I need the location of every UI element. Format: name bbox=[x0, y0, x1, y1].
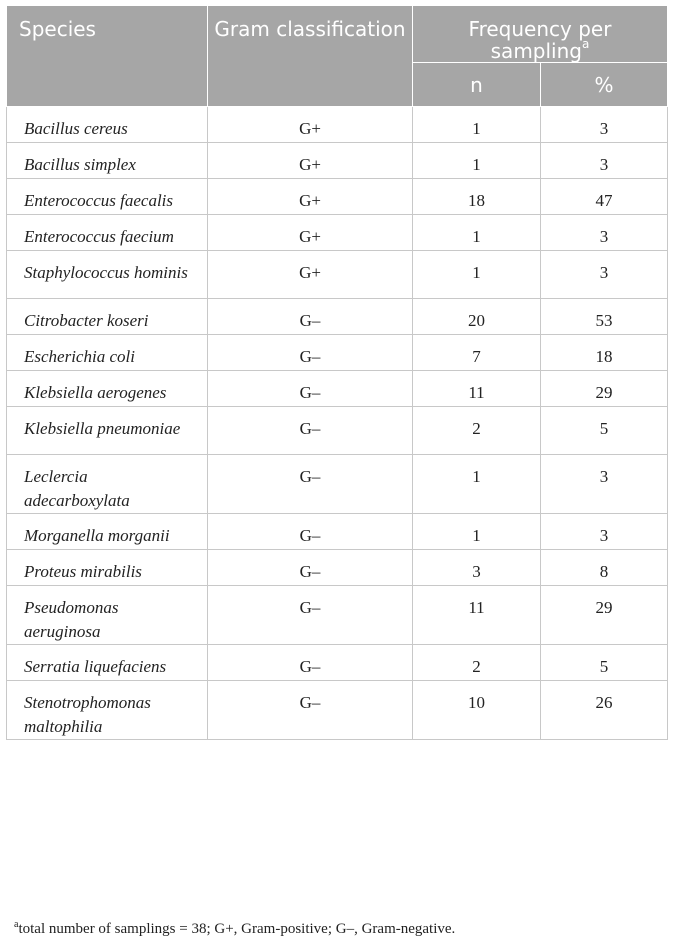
species-cell: Bacillus simplex bbox=[7, 143, 208, 179]
percent-cell: 3 bbox=[541, 107, 668, 143]
gram-cell: G+ bbox=[208, 143, 413, 179]
percent-cell: 3 bbox=[541, 251, 668, 299]
percent-cell: 3 bbox=[541, 143, 668, 179]
species-cell: Proteus mirabilis bbox=[7, 550, 208, 586]
table-row bbox=[7, 550, 668, 586]
table-row bbox=[7, 514, 668, 550]
gram-cell: G+ bbox=[208, 215, 413, 251]
species-cell: Citrobacter koseri bbox=[7, 299, 208, 335]
percent-cell: 26 bbox=[541, 681, 668, 740]
table-row bbox=[7, 107, 668, 143]
n-cell: 1 bbox=[413, 514, 541, 550]
n-cell: 18 bbox=[413, 179, 541, 215]
n-cell: 1 bbox=[413, 215, 541, 251]
species-cell: Enterococcus faecium bbox=[7, 215, 208, 251]
species-cell: Stenotrophomonas maltophilia bbox=[7, 681, 208, 740]
n-cell: 3 bbox=[413, 550, 541, 586]
header-species: Species bbox=[7, 6, 208, 107]
n-cell: 1 bbox=[413, 107, 541, 143]
gram-cell: G– bbox=[208, 455, 413, 514]
table-row bbox=[7, 335, 668, 371]
species-cell: Enterococcus faecalis bbox=[7, 179, 208, 215]
header-frequency-footnote-marker: a bbox=[581, 37, 590, 52]
n-cell: 2 bbox=[413, 645, 541, 681]
header-frequency-label: Frequency per sampling bbox=[468, 17, 612, 63]
table-row bbox=[7, 681, 668, 740]
gram-cell: G– bbox=[208, 514, 413, 550]
species-cell: Klebsiella pneumoniae bbox=[7, 407, 208, 455]
table-row bbox=[7, 407, 668, 455]
gram-cell: G– bbox=[208, 645, 413, 681]
n-cell: 11 bbox=[413, 371, 541, 407]
species-cell: Bacillus cereus bbox=[7, 107, 208, 143]
table-row bbox=[7, 645, 668, 681]
species-cell: Klebsiella aerogenes bbox=[7, 371, 208, 407]
header-gram-classification: Gram classification bbox=[208, 6, 413, 107]
species-cell: Pseudomonas aeruginosa bbox=[7, 586, 208, 645]
percent-cell: 47 bbox=[541, 179, 668, 215]
percent-cell: 29 bbox=[541, 586, 668, 645]
n-cell: 7 bbox=[413, 335, 541, 371]
species-frequency-table bbox=[6, 5, 668, 740]
table-row bbox=[7, 455, 668, 514]
table-row bbox=[7, 299, 668, 335]
table-row bbox=[7, 371, 668, 407]
table-row bbox=[7, 251, 668, 299]
gram-cell: G+ bbox=[208, 251, 413, 299]
table-row bbox=[7, 179, 668, 215]
gram-cell: G+ bbox=[208, 179, 413, 215]
n-cell: 2 bbox=[413, 407, 541, 455]
species-cell: Morganella morganii bbox=[7, 514, 208, 550]
n-cell: 20 bbox=[413, 299, 541, 335]
percent-cell: 3 bbox=[541, 215, 668, 251]
n-cell: 1 bbox=[413, 251, 541, 299]
percent-cell: 3 bbox=[541, 514, 668, 550]
gram-cell: G– bbox=[208, 550, 413, 586]
n-cell: 1 bbox=[413, 143, 541, 179]
species-cell: Staphylococcus hominis bbox=[7, 251, 208, 299]
gram-cell: G– bbox=[208, 407, 413, 455]
table-body bbox=[7, 107, 668, 740]
footnote-marker: a bbox=[14, 919, 19, 930]
table-row bbox=[7, 215, 668, 251]
percent-cell: 3 bbox=[541, 455, 668, 514]
footnote-text: total number of samplings = 38; G+, Gram-positive; G–, Gram-negative. bbox=[18, 921, 456, 937]
gram-cell: G– bbox=[208, 299, 413, 335]
gram-cell: G+ bbox=[208, 107, 413, 143]
percent-cell: 53 bbox=[541, 299, 668, 335]
percent-cell: 8 bbox=[541, 550, 668, 586]
table-row bbox=[7, 586, 668, 645]
n-cell: 1 bbox=[413, 455, 541, 514]
species-cell: Escherichia coli bbox=[7, 335, 208, 371]
species-cell: Leclercia adecarboxylata bbox=[7, 455, 208, 514]
table-footnote bbox=[14, 919, 455, 938]
gram-cell: G– bbox=[208, 371, 413, 407]
header-percent: % bbox=[541, 63, 668, 107]
n-cell: 10 bbox=[413, 681, 541, 740]
table-row bbox=[7, 143, 668, 179]
table-header bbox=[7, 6, 668, 107]
species-cell: Serratia liquefaciens bbox=[7, 645, 208, 681]
gram-cell: G– bbox=[208, 586, 413, 645]
gram-cell: G– bbox=[208, 335, 413, 371]
percent-cell: 18 bbox=[541, 335, 668, 371]
percent-cell: 5 bbox=[541, 407, 668, 455]
gram-cell: G– bbox=[208, 681, 413, 740]
header-frequency-per-sampling bbox=[413, 6, 668, 63]
header-n: n bbox=[413, 63, 541, 107]
n-cell: 11 bbox=[413, 586, 541, 645]
percent-cell: 29 bbox=[541, 371, 668, 407]
percent-cell: 5 bbox=[541, 645, 668, 681]
